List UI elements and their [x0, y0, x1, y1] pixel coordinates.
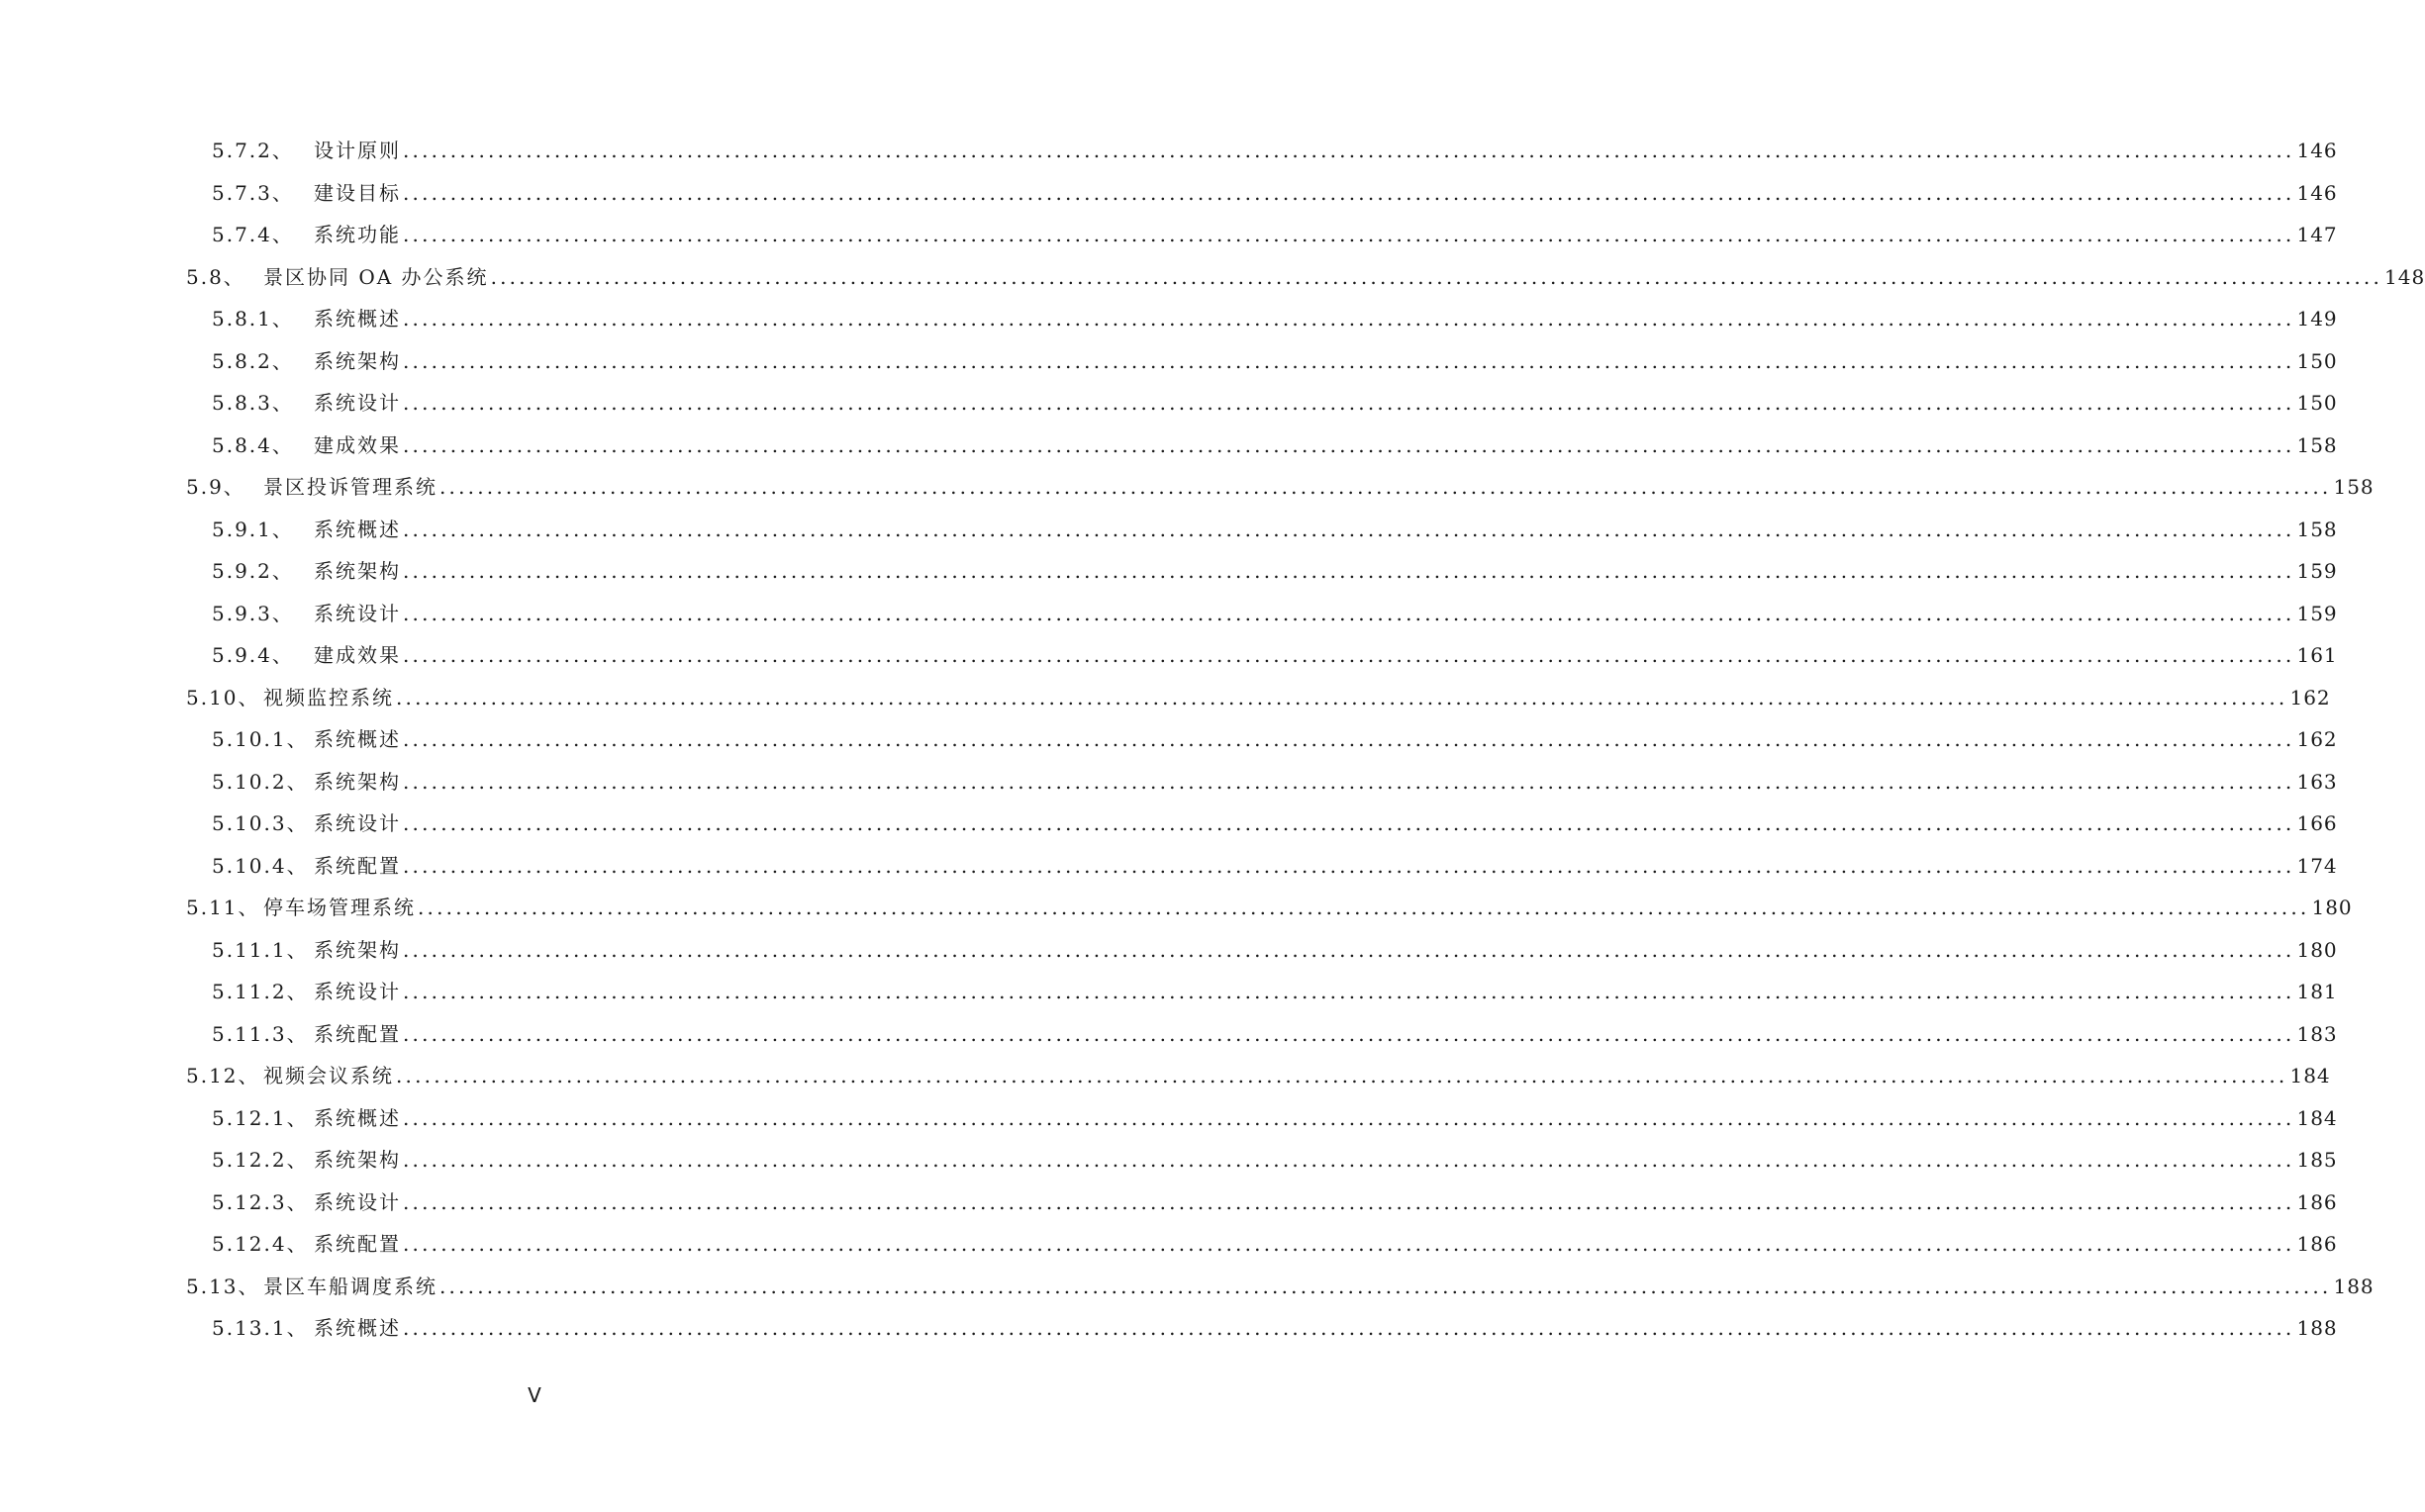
toc-entry-number: 5.10.3、 — [212, 811, 309, 835]
toc-entry-number: 5.11.1、 — [212, 937, 309, 962]
toc-entry[interactable] — [0, 1223, 2338, 1266]
toc-entry-title: 系统概述 — [314, 517, 401, 541]
dot-leader: ........................................................................................................................................................................................................ — [403, 517, 2295, 541]
toc-entry-number: 5.12.2、 — [212, 1148, 309, 1172]
toc-entry[interactable] — [0, 425, 2338, 467]
toc-entry-number: 5.7.3、 — [212, 180, 294, 205]
toc-entry-page: 161 — [2296, 643, 2338, 667]
toc-entry-number: 5.7.2、 — [212, 139, 294, 162]
toc-entry-title: 设计原则 — [314, 139, 401, 162]
dot-leader: ........................................................................................................................................................................................................ — [403, 643, 2295, 667]
dot-leader: ........................................................................................................................................................................................................ — [403, 348, 2295, 373]
toc-entry-page: 159 — [2296, 559, 2338, 583]
dot-leader: ........................................................................................................................................................................................................ — [403, 601, 2295, 625]
toc-entry-title: 景区投诉管理系统 — [263, 475, 437, 499]
toc-entry-line — [314, 130, 2338, 172]
toc-entry-line — [314, 340, 2338, 383]
toc-entry-line — [314, 1139, 2338, 1181]
toc-entry[interactable] — [0, 550, 2338, 593]
toc-entry[interactable] — [0, 845, 2338, 888]
toc-entry-line — [314, 509, 2338, 551]
toc-entry-line — [314, 172, 2338, 215]
toc-entry[interactable] — [0, 1181, 2338, 1224]
toc-entry-title: 系统设计 — [314, 811, 401, 835]
toc-entry-line — [314, 803, 2338, 845]
toc-entry-page: 158 — [2296, 517, 2338, 541]
toc-entry-title: 停车场管理系统 — [263, 896, 416, 919]
dot-leader: ........................................................................................................................................................................................................ — [403, 1105, 2295, 1130]
toc-entry[interactable] — [0, 929, 2338, 972]
toc-entry-line — [263, 1266, 2375, 1308]
toc-entry-title: 系统配置 — [314, 1232, 401, 1256]
toc-entry-page: 186 — [2296, 1232, 2338, 1256]
toc-entry-number: 5.8.4、 — [212, 432, 294, 457]
toc-entry-line — [314, 1097, 2338, 1140]
dot-leader: ........................................................................................................................................................................................................ — [403, 937, 2295, 962]
toc-entry-number: 5.12.1、 — [212, 1105, 309, 1130]
toc-entry-line — [314, 550, 2338, 593]
toc-entry-page: 146 — [2296, 180, 2338, 205]
toc-entry[interactable] — [0, 1266, 2375, 1308]
toc-entry-line — [314, 382, 2338, 425]
dot-leader: ........................................................................................................................................................................................................ — [403, 139, 2295, 162]
dot-leader: ........................................................................................................................................................................................................ — [403, 1021, 2295, 1046]
toc-entry-line — [263, 466, 2375, 509]
toc-entry-line — [314, 761, 2338, 803]
toc-entry[interactable] — [0, 1139, 2338, 1181]
toc-entry-number: 5.9.1、 — [212, 517, 294, 541]
dot-leader: ........................................................................................................................................................................................................ — [418, 896, 2310, 919]
toc-entry-page: 158 — [2333, 475, 2375, 499]
toc-entry-page: 186 — [2296, 1189, 2338, 1214]
toc-entry[interactable] — [0, 718, 2338, 761]
toc-entry-line — [263, 677, 2331, 719]
toc-entry[interactable] — [0, 677, 2331, 719]
dot-leader: ........................................................................................................................................................................................................ — [403, 1148, 2295, 1172]
toc-entry-title: 建成效果 — [314, 432, 401, 457]
toc-entry-line — [314, 718, 2338, 761]
toc-entry-number: 5.10、 — [186, 685, 260, 709]
toc-entry-title: 系统概述 — [314, 1316, 401, 1340]
dot-leader: ........................................................................................................................................................................................................ — [396, 1064, 2288, 1087]
toc-entry-line — [314, 298, 2338, 340]
toc-entry[interactable] — [0, 593, 2338, 635]
toc-entry-page: 188 — [2333, 1274, 2375, 1298]
dot-leader: ........................................................................................................................................................................................................ — [403, 432, 2295, 457]
toc-entry-title: 系统配置 — [314, 1021, 401, 1046]
table-of-contents — [0, 130, 2425, 1350]
toc-entry-number: 5.8.3、 — [212, 391, 294, 415]
dot-leader: ........................................................................................................................................................................................................ — [490, 264, 2383, 289]
dot-leader: ........................................................................................................................................................................................................ — [439, 475, 2332, 499]
toc-entry-page: 183 — [2296, 1021, 2338, 1046]
toc-entry-title: 系统概述 — [314, 307, 401, 331]
toc-entry-page: 185 — [2296, 1148, 2338, 1172]
toc-entry-title: 系统概述 — [314, 727, 401, 751]
toc-entry-title: 系统配置 — [314, 853, 401, 878]
toc-entry-page: 149 — [2296, 307, 2338, 331]
toc-entry-page: 146 — [2296, 139, 2338, 162]
toc-entry[interactable] — [0, 761, 2338, 803]
toc-entry-title: 系统架构 — [314, 348, 401, 373]
toc-entry-number: 5.11.3、 — [212, 1021, 309, 1046]
toc-entry[interactable] — [0, 130, 2338, 172]
toc-entry-page: 150 — [2296, 348, 2338, 373]
toc-entry-line — [314, 1013, 2338, 1056]
dot-leader: ........................................................................................................................................................................................................ — [403, 1189, 2295, 1214]
toc-entry-line — [314, 593, 2338, 635]
toc-entry-number: 5.8.1、 — [212, 307, 294, 331]
toc-entry[interactable] — [0, 1307, 2338, 1350]
toc-entry-page: 181 — [2296, 980, 2338, 1003]
toc-entry-title: 建设目标 — [314, 180, 401, 205]
toc-entry-title: 系统功能 — [314, 223, 401, 246]
toc-entry-line — [263, 256, 2425, 299]
toc-entry-title: 视频会议系统 — [263, 1064, 394, 1087]
toc-entry-title: 系统概述 — [314, 1105, 401, 1130]
toc-entry-page: 158 — [2296, 432, 2338, 457]
toc-entry-number: 5.10.1、 — [212, 727, 309, 751]
toc-entry-title: 建成效果 — [314, 643, 401, 667]
toc-entry-line — [314, 1223, 2338, 1266]
dot-leader: ........................................................................................................................................................................................................ — [403, 391, 2295, 415]
toc-entry-number: 5.10.2、 — [212, 769, 309, 794]
toc-entry[interactable] — [0, 1097, 2338, 1140]
toc-entry[interactable] — [0, 172, 2338, 215]
toc-entry-title: 系统架构 — [314, 559, 401, 583]
toc-entry-page: 147 — [2296, 223, 2338, 246]
toc-entry-number: 5.13.1、 — [212, 1316, 309, 1340]
toc-entry-title: 系统设计 — [314, 601, 401, 625]
toc-entry[interactable] — [0, 971, 2338, 1013]
dot-leader: ........................................................................................................................................................................................................ — [403, 769, 2295, 794]
toc-entry-page: 180 — [2311, 896, 2353, 919]
dot-leader: ........................................................................................................................................................................................................ — [403, 180, 2295, 205]
toc-entry[interactable] — [0, 634, 2338, 677]
dot-leader: ........................................................................................................................................................................................................ — [403, 853, 2295, 878]
toc-entry-number: 5.7.4、 — [212, 223, 294, 246]
dot-leader: ........................................................................................................................................................................................................ — [403, 307, 2295, 331]
toc-entry-line — [314, 425, 2338, 467]
toc-entry[interactable] — [0, 1055, 2331, 1097]
toc-entry-number: 5.12、 — [186, 1064, 260, 1087]
dot-leader: ........................................................................................................................................................................................................ — [403, 727, 2295, 751]
toc-entry-page: 148 — [2384, 264, 2425, 289]
dot-leader: ........................................................................................................................................................................................................ — [403, 811, 2295, 835]
toc-entry-line — [314, 634, 2338, 677]
toc-entry-page: 159 — [2296, 601, 2338, 625]
toc-entry-number: 5.9、 — [186, 475, 245, 499]
toc-entry[interactable] — [0, 1013, 2338, 1056]
toc-entry-line — [314, 214, 2338, 256]
dot-leader: ........................................................................................................................................................................................................ — [403, 1316, 2295, 1340]
toc-entry-line — [314, 929, 2338, 972]
toc-entry-line — [314, 1307, 2338, 1350]
toc-entry-number: 5.12.4、 — [212, 1232, 309, 1256]
dot-leader: ........................................................................................................................................................................................................ — [439, 1274, 2332, 1298]
toc-entry-page: 162 — [2296, 727, 2338, 751]
page-number-footer: V — [528, 1383, 541, 1407]
toc-entry[interactable] — [0, 803, 2338, 845]
toc-entry-number: 5.8、 — [186, 264, 245, 289]
toc-entry-title: 系统架构 — [314, 937, 401, 962]
toc-entry[interactable] — [0, 887, 2353, 929]
toc-entry-line — [314, 845, 2338, 888]
toc-entry[interactable] — [0, 340, 2338, 383]
toc-entry-page: 180 — [2296, 937, 2338, 962]
toc-entry-number: 5.9.2、 — [212, 559, 294, 583]
toc-entry-number: 5.11.2、 — [212, 980, 309, 1003]
toc-entry-number: 5.9.3、 — [212, 601, 294, 625]
toc-entry-page: 163 — [2296, 769, 2338, 794]
toc-entry[interactable] — [0, 466, 2375, 509]
toc-entry[interactable] — [0, 256, 2425, 299]
dot-leader: ........................................................................................................................................................................................................ — [403, 559, 2295, 583]
toc-entry-title: 系统设计 — [314, 1189, 401, 1214]
toc-entry-number: 5.9.4、 — [212, 643, 294, 667]
toc-entry-line — [263, 1055, 2331, 1097]
toc-entry-line — [314, 971, 2338, 1013]
toc-entry-page: 150 — [2296, 391, 2338, 415]
toc-entry-line — [263, 887, 2353, 929]
toc-entry-title: 系统架构 — [314, 769, 401, 794]
toc-entry-line — [314, 1181, 2338, 1224]
toc-entry-number: 5.8.2、 — [212, 348, 294, 373]
toc-entry-number: 5.10.4、 — [212, 853, 309, 878]
dot-leader: ........................................................................................................................................................................................................ — [403, 223, 2295, 246]
toc-entry-page: 184 — [2296, 1105, 2338, 1130]
dot-leader: ........................................................................................................................................................................................................ — [396, 685, 2288, 709]
toc-entry-number: 5.11、 — [186, 896, 260, 919]
toc-entry-page: 188 — [2296, 1316, 2338, 1340]
toc-entry-title: 系统架构 — [314, 1148, 401, 1172]
toc-entry-page: 162 — [2289, 685, 2331, 709]
toc-entry-number: 5.13、 — [186, 1274, 260, 1298]
toc-entry[interactable] — [0, 214, 2338, 256]
toc-entry-title: 系统设计 — [314, 980, 401, 1003]
toc-entry-page: 174 — [2296, 853, 2338, 878]
toc-entry[interactable] — [0, 298, 2338, 340]
toc-entry-page: 184 — [2289, 1064, 2331, 1087]
toc-entry[interactable] — [0, 509, 2338, 551]
toc-entry[interactable] — [0, 382, 2338, 425]
toc-entry-title: 系统设计 — [314, 391, 401, 415]
toc-entry-page: 166 — [2296, 811, 2338, 835]
toc-entry-title: 视频监控系统 — [263, 685, 394, 709]
toc-entry-number: 5.12.3、 — [212, 1189, 309, 1214]
toc-entry-title: 景区协同 OA 办公系统 — [263, 264, 489, 289]
dot-leader: ........................................................................................................................................................................................................ — [403, 980, 2295, 1003]
toc-entry-title: 景区车船调度系统 — [263, 1274, 437, 1298]
dot-leader: ........................................................................................................................................................................................................ — [403, 1232, 2295, 1256]
